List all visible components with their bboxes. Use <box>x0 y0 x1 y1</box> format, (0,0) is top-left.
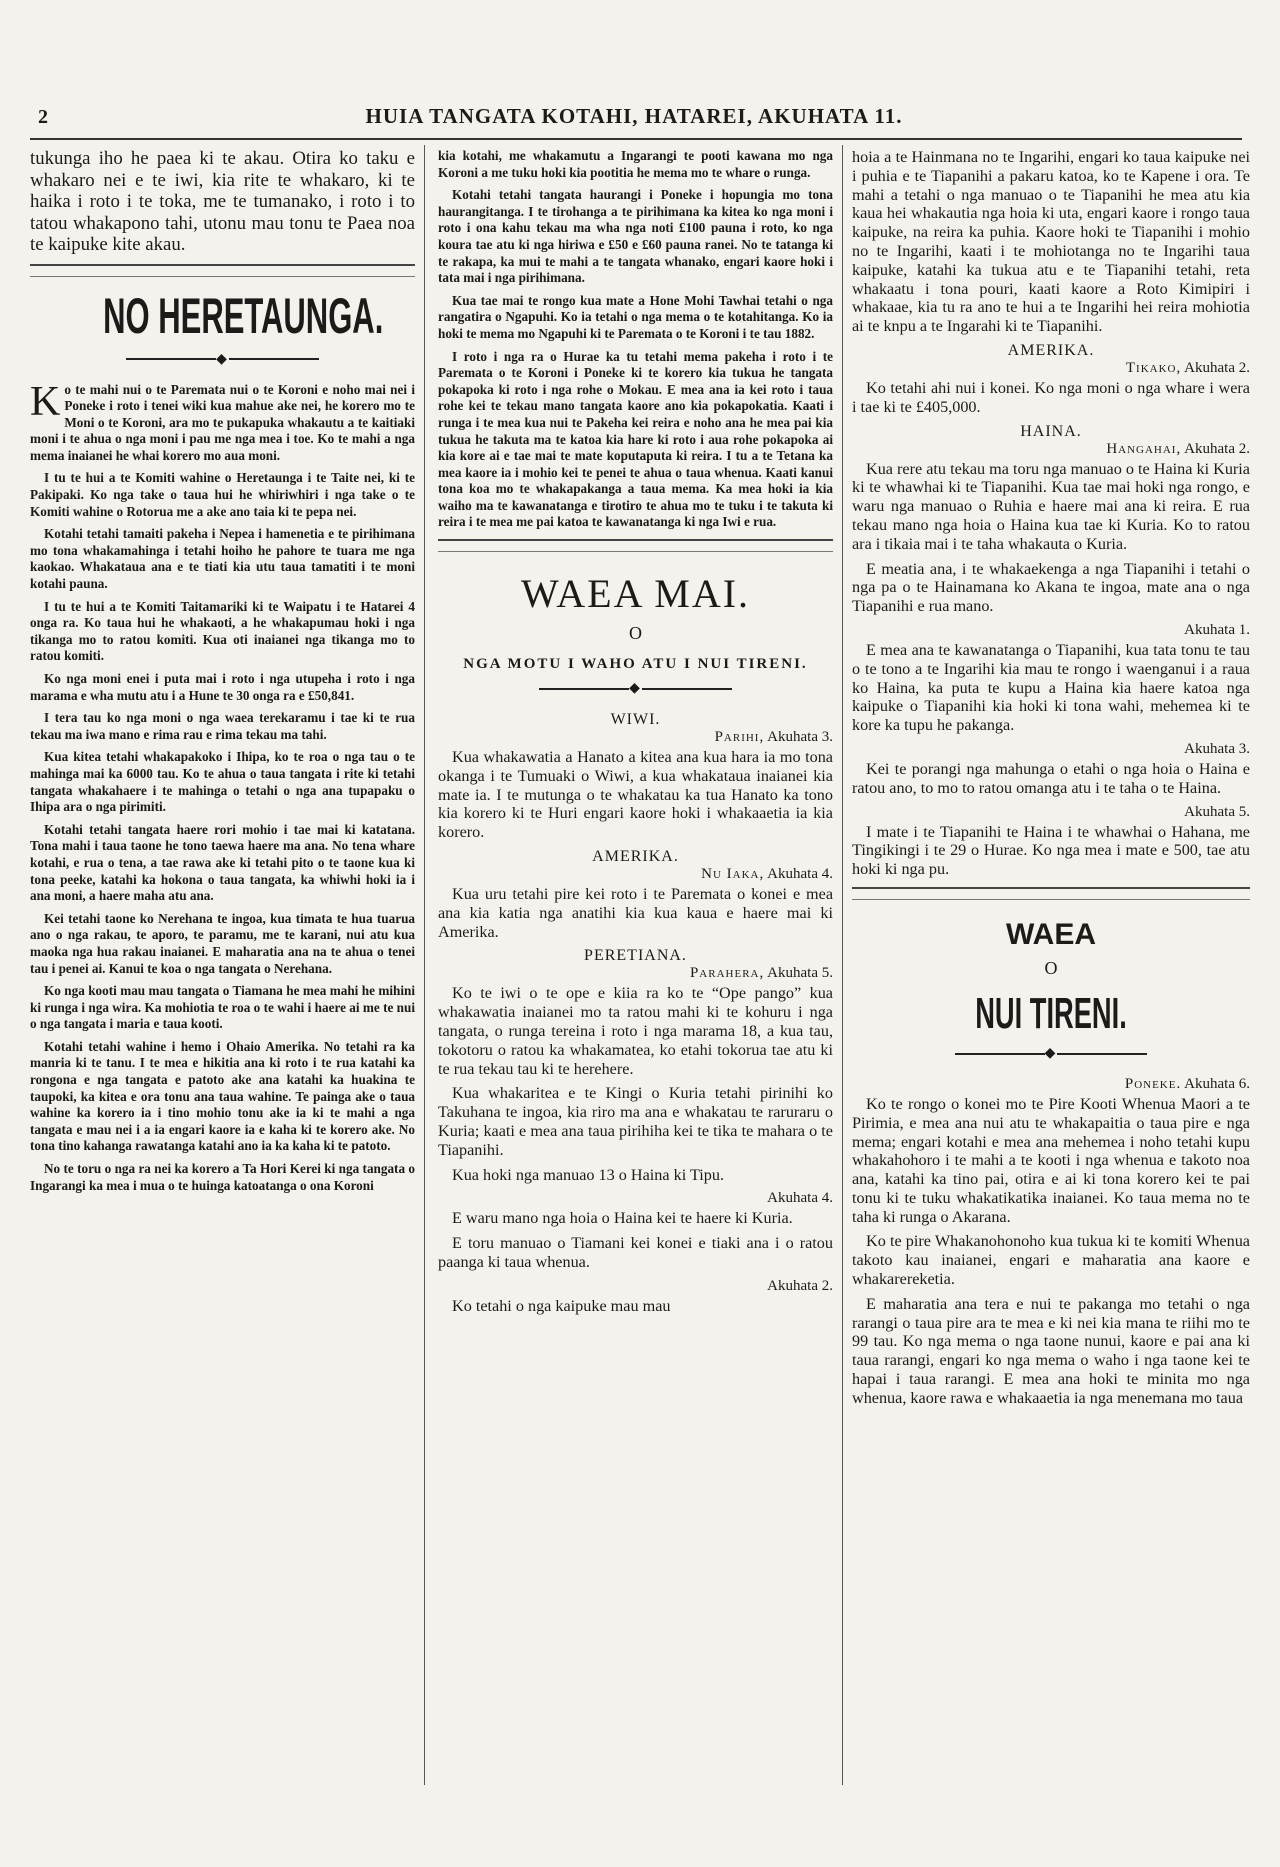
dash-ornament: ◆ <box>438 680 833 697</box>
dateline: Akuhata 3. <box>1184 740 1250 757</box>
column-rule <box>842 145 843 1785</box>
article-paragraph: Kua uru tetahi pire kei roto i te Paremata o konei e mea ana kia katia nga anatihi kia kua kaua e haere mai ki Amerika. <box>438 885 833 941</box>
article-paragraph: Kua hoki nga manuao 13 o Haina ki Tipu. <box>452 1165 725 1184</box>
telegram-subheading: NGA MOTU I WAHO ATU I NUI TIRENI. <box>463 656 808 673</box>
dateline: Akuhata 1. <box>1184 621 1250 638</box>
telegram-heading: WAEA <box>1006 917 1096 951</box>
ornamental-rule <box>30 264 415 277</box>
article-paragraph: Kua tae mai te rongo kua mate a Hone Mohi Tawhai tetahi o nga rangatira o Ngapuhi. Ko ia tetahi o nga mema o te kotahitanga. Ko ia hoki te mema mo Ngapuhi ki te Paremata o te Koroni i te tau 1882. <box>438 292 833 341</box>
country-heading: PERETIANA. <box>584 947 687 965</box>
article-paragraph: E toru manuao o Tiamani kei konei e tiaki ana i o ratou paanga ki taua whenua. <box>438 1234 833 1271</box>
ornamental-rule <box>438 539 833 552</box>
drop-cap: K <box>30 378 61 425</box>
section-heading: NO HERETAUNGA. <box>103 287 384 344</box>
column-2 <box>438 148 833 1322</box>
dateline: Poneke. Akuhata 6. <box>1124 1075 1250 1092</box>
dash-ornament: ◆ <box>852 1045 1250 1062</box>
article-paragraph: hoia a te Hainmana no te Ingarihi, engari ko taua kaipuke nei i puhia e te Tiapanihi a pakaru katoa, ko te Kapene i ora. Te mahi a tetahi o nga manuao o te Tiapanihi he mea atu kia kaua hei whakautia nga hoia ki uta, engari kaore i rongo taua kaipuke, na reira ka puhia. Kaore hoki te Tiapanihi i mohio no te Ingarihi, kaati i te mohiotanga no te Ingarihi taua kaipuke, katahi ka tukua atu e te Tiapanihi tetahi, reta whakaatu i tona pouri, kaati kaore a Roto Kimipiri i whakaae, kia tu ra ano te hui a te Ingarihi hei reira mohiotia ai te knpu a te Ingarahi ki te Tiapanihi. <box>852 148 1250 336</box>
dateline: Tikako, Akuhata 2. <box>1125 359 1250 376</box>
article-paragraph: E maharatia ana tera e nui te pakanga mo tetahi o nga rarangi o taua pire ara te mea e ki nei kia mana te riihi mo te 99 tau. Ko nga mema o nga taone nunui, kaore e pai ana ki taua rarangi, engari ko nga mema o waho i nga taone kei te hapai i taua rarangi. E mea ana hoki te minita mo nga whenua, kaore rawa e whakaaetia ia nga menemana mo taua <box>852 1294 1250 1407</box>
telegram-heading: WAEA MAI. <box>520 571 751 617</box>
article-paragraph: I tu te hui a te Komiti Taitamariki ki te Waipatu i te Hatarei 4 onga ra. Ko taua hui he whakaoti, a he whakapumau hoki i nga tikanga mo to ratou komiti. Kua oti inaianei nga tikanga mo to ratou komiti. <box>30 598 415 664</box>
article-paragraph: Ko te rongo o konei mo te Pire Kooti Whenua Maori a te Pirimia, e mea ana nui atu te whakapaitia o taua pire e nga mema; engari kotahi e mea ana mehemea i noho tetahi kupu whakahohoro i te mahi a te kooti i nga whenua e takoto noa ana, katahi ka tino pai, otira e ai ki tona korero kei te pai tonu ki te tuku whakatikatika inaianei. Ko taua mema no te taha ki runga o Akarana. <box>852 1094 1250 1226</box>
article-paragraph: Ko nga moni enei i puta mai i roto i nga utupeha i roto i nga marama e wha mutu atu i a Hune te 30 onga ra e £50,841. <box>30 671 415 703</box>
article-paragraph: E meatia ana, i te whakaekenga a nga Tiapanihi i tetahi o nga pa o te Hainamana ko Akana te ingoa, mate ana o nga Tiapanihi e rua mano. <box>852 559 1250 616</box>
article-paragraph: I roto i nga ra o Hurae ka tu tetahi mema pakeha i roto i te Paremata o te Koroni i Poneke ki te korero kia tukua he tangata pokapoka ki roto i nga rohe o Mokau. E mea ana ia kei roto i taua rohe kei te tekau mano tangata kaore ano kia pokapokatia. Kaati i runga i te mea kua nui te Pakeha kei reira e noho ana he mea pai kia tukua he takuta ma te katoa kia hare ki roto i aua rohe pokapoka ai kia kore ai e tae mai te mate koputaputa ki reira. I tu a te Tetana ka mea kaore ia i mohio kei te penei te ahua o taua whenua. Kaati kanui tona koa mo te whakapakanga a taua mema. Ka mea hoki ia kia waiho ma te kawanatanga e tirotiro te ahua mo te tuku i te takuta ki reira i te mea me pai katoa te kawanatanga ki nga Iwi e rua. <box>438 348 833 530</box>
article-paragraph: Kua kitea tetahi whakapakoko i Ihipa, ko te roa o nga tau o te mahinga mai ka 6000 tau. Ko te ahua o taua tangata i rite ki tetahi tangata whakahaere i te mahinga o tetahi o nga ana tupapaku o Ihipa ara o nga pirimiti. <box>30 749 415 815</box>
article-paragraph: Kotahi tetahi wahine i hemo i Ohaio Amerika. No tetahi ra ka manria ki te tanu. I te mea e hikitia ana ki roto i te rua katahi ka rongona e nga tangata e patoto ake ana katahi ka huakina te taupoki, ka kitea e ora tonu ana taua wahine. Te painga ake o taua wahine ka korero ia i tino mohio tonu ake ia ki te mahi a nga tangata e mau nei i a ia engari kaore ia e kaha ki te korero ake. No tona tino kahanga rawatanga katahi ano ia ka kaha ki te patoto. <box>30 1038 415 1154</box>
article-paragraph: E waru mano nga hoia o Haina kei te haere ki Kuria. <box>452 1209 793 1228</box>
dateline: Parihi, Akuhata 3. <box>714 729 833 746</box>
article-paragraph: I tera tau ko nga moni o nga waea terekaramu i tae ki te rua tekau ma iwa mano e rima rau e rima tekau ma tahi. <box>30 710 415 742</box>
article-paragraph: E mea ana te kawanatanga o Tiapanihi, kua tata tonu te tau o te tono a te Ingarihi kia mau te rongo i waenganui i a raua ko Haina, ka puta te kupu a Haina kia haere katoa nga kaipuke o Tiapanihi kia hoki ki tona wahi, mehemea ki te kore ka tupu he pakanga. <box>852 640 1250 735</box>
country-heading: WIWI. <box>610 711 661 729</box>
article-paragraph: Kotahi tetahi tangata haere rori mohio i tae mai ki katatana. Tona mahi i taua taone he tono taewa haere ma ana. No tena whare kotahi, e rua o tena, a tae rawa ake ki tetahi pito o te taone kua ki tona peeke, katahi ka hokona o taua tangata, ka whiwhi hoki ia i ana moni, a haere maha atu ana. <box>30 821 415 904</box>
article-paragraph: Kei tetahi taone ko Nerehana te ingoa, kua timata te hua tuarua ano o nga rakau, te aporo, te paramu, me te karani, nui atu kua maoka nga hua rakau inaianei. E maharatia ana na te ahua o tenei tau i penei ai. Kanui te koa o nga tangata o Nerehana. <box>30 910 415 976</box>
article-paragraph: Kua rere atu tekau ma toru nga manuao o te Haina ki Kuria ki te whawhai ki te Tiapanihi. Kua tae mai hoki nga rongo, e waru nga manuao o Ruhia e haere mai ana ki reira. E rua tekau mano nga hoia o Haina kua tae ki Kuria. Ko to ratou ara i tikaia mai i te taha whakauta o Kuria. <box>852 459 1250 553</box>
dateline: Akuhata 2. <box>767 1277 833 1294</box>
article-paragraph: Ko tetahi ahi nui i konei. Ko nga moni o nga whare i wera i tae ki te £405,000. <box>852 378 1250 416</box>
dateline: Akuhata 4. <box>767 1190 833 1207</box>
column-3 <box>852 148 1250 1414</box>
country-heading: HAINA. <box>1020 422 1082 440</box>
article-paragraph: Ko te pire Whakanohonoho kua tukua ki te komiti Whenua takoto kau inaianei, engari e maharatia ana kaore e whakarereketia. <box>852 1232 1250 1289</box>
dateline: Akuhata 5. <box>1184 803 1250 820</box>
ornamental-rule <box>852 887 1250 900</box>
article-paragraph: kia kotahi, me whakamutu a Ingarangi te pooti kawana mo nga Koroni a me tuku hoki kia pootitia he mema mo te whare o runga. <box>438 148 833 180</box>
masthead <box>28 96 1240 136</box>
article-paragraph: I mate i te Tiapanihi te Haina i te whawhai o Hahana, me Tingikingi i te 29 o Hurae. Ko nga mea i mate e 500, tae atu hoki ki nga pu. <box>852 822 1250 879</box>
page-number: 2 <box>38 106 48 128</box>
column-rule <box>424 145 425 1785</box>
heading-connector: O <box>629 623 642 644</box>
column-1 <box>30 148 415 1200</box>
article-paragraph: No te toru o nga ra nei ka korero a Ta Hori Kerei ki nga tangata o Ingarangi ka mea i mua o te huinga katoatanga o ona Koroni <box>30 1161 415 1193</box>
article-paragraph: Kua whakaritea e te Kingi o Kuria tetahi pirinihi ko Takuhana te ingoa, kia riro ma ana e whakatau te raruraru o Kuria; kaati e mea ana taua pirihiha kei te tika te mahara o te Tiapanihi. <box>438 1084 833 1159</box>
dateline: Nu Iaka, Akuhata 4. <box>701 866 833 883</box>
article-paragraph: Ko te mahi nui o te Paremata nui o te Koroni e noho mai nei i Poneke i roto i tenei wiki kua mahue ake nei, he korero mo te Moni o te Koroni, ara mo te pukapuka whakautu a te kaitiaki moni i te ahua o nga moni i pau me nga mea i toe. Ko te mahi a nga mema inaianei he whai korero mo aua moni. <box>30 378 415 463</box>
heading-connector: O <box>1044 957 1058 978</box>
article-paragraph: I tu te hui a te Komiti wahine o Heretaunga i te Taite nei, ki te Pakipaki. Ko nga take o taua hui he whiriwhiri i nga take o te Komiti wahine o Rotorua me a ake ano taia ki te pepa nei. <box>30 470 415 519</box>
country-heading: AMERIKA. <box>592 848 679 866</box>
article-paragraph: Kei te porangi nga mahunga o etahi o nga hoia o Haina e ratou ano, to mo to ratou omanga atu i te taha o te Haina. <box>852 759 1250 797</box>
article-paragraph: Kotahi tetahi tangata haurangi i Poneke i hopungia mo tona haurangitanga. I te tirohanga a te pirihimana ka kitea ko nga moni i roto i ona kahu tekau ma wha nga noti £100 pauna i roto, ko nga koura tae atu ki nga hiriwa e £50 e £60 pauna ranei. No te tatanga ki te rakapa, ka mui te mahi a te tangata whanako, engari kaore hoki i tata mai i nga pirihimana. <box>438 187 833 286</box>
header-rule <box>30 138 1242 140</box>
article-paragraph: Kotahi tetahi tamaiti pakeha i Nepea i hamenetia e te pirihimana mo tona whakamahinga i tetahi hoiho he pahore te tuara me nga kaokao. Whakataua ana e te tiati kia utu taua tamatiti i te moni kotahi pauna. <box>30 526 415 592</box>
dateline: Parahera, Akuhata 5. <box>689 965 833 982</box>
section-heading: NUI TIRENI. <box>975 988 1127 1038</box>
article-paragraph: Kua whakawatia a Hanato a kitea ana kua hara ia mo tona okanga i te Tumuaki o Wiwi, a kua whakataua inaianei kia mate ia. I te mutunga o te whakatau ka tua Hanato ka tono kia korero ki te Huri engari kaore hoki i whakaaetia ia kia korero. <box>438 748 833 842</box>
lead-paragraph: tukunga iho he paea ki te akau. Otira ko taku e whakaro nei e te iwi, kia rite te whakaro, ki te haika i roto i te toka, me te tumanako, i roto i to tatou whakapono tahi, utonu mau tonu te Paea noa te kaipuke kite akau. <box>30 148 415 255</box>
country-heading: AMERIKA. <box>1007 341 1095 359</box>
dash-ornament: ◆ <box>30 351 415 368</box>
page-title: HUIA TANGATA KOTAHI, HATAREI, AKUHATA 11. <box>365 104 903 128</box>
article-paragraph: Ko nga kooti mau mau tangata o Tiamana he mea mahi he mihini ki runga i nga wira. Ka mohiotia te roa o te wahi i haere ai me te nui o nga tangata i maria e taua kooti. <box>30 983 415 1032</box>
article-paragraph: Ko te iwi o te ope e kiia ra ko te “Ope pango” kua whakawatia inaianei mo ta ratou mahi ki te kohuru i nga tangata, o runga tereina i roto i nga marama 18, a kua tau, tokotoru o ratou ka whakamatea, ko etahi tokorua tae atu ki te rua tekau tau ki te herehere. <box>438 984 833 1078</box>
dateline: Hangahai, Akuhata 2. <box>1106 440 1250 457</box>
article-paragraph: Ko tetahi o nga kaipuke mau mau <box>452 1296 671 1315</box>
